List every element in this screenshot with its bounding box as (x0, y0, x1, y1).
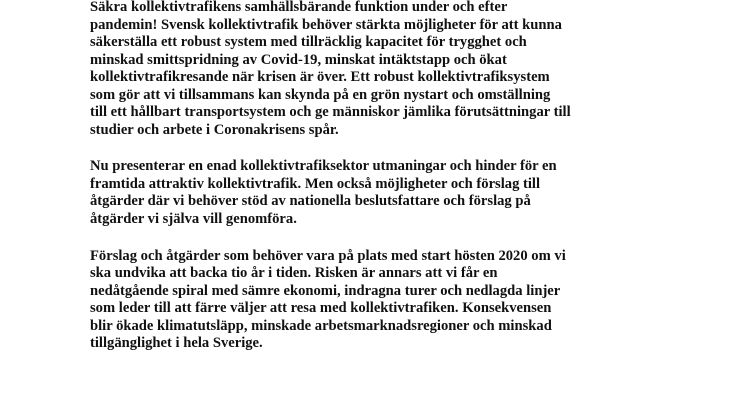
proposals-paragraph: Förslag och åtgärder som behöver vara på plats med start hösten 2020 om vi ska undvika att backa tio år i tiden. Risken är annars att vi får en nedåtgående spiral med sämre ekonomi, indragna turer och nedlagda linjer som leder till att färre väljer att resa med kollektivtrafiken. Konsekvensen blir ökade klimatutsläpp, minskade arbetsmarknadsregioner och minskad tillgänglighet i hela Sverige. (90, 247, 566, 352)
sector-paragraph: Nu presenterar en enad kollektivtrafiksektor utmaningar och hinder för en framtida attraktiv kollektivtrafik. Men också möjligheter och förslag till åtgärder där vi behöver stöd av nationella beslutsfattare och förslag på åtgärder vi själva vill genomföra. (90, 158, 557, 228)
document-page (90, 0, 690, 419)
intro-paragraph: Säkra kollektivtrafikens samhällsbärande funktion under och efter pandemin! Svensk kollektivtrafik behöver stärkta möjligheter för att kunna säkerställa ett robust system med tillräcklig kapacitet för trygghet och minskad smittspridning av Covid-19, minskat intäktstapp och ökat kollektivtrafikresande när krisen är över. Ett robust kollektivtrafiksystem som gör att vi tillsammans kan skynda på en grön nystart och omställning till ett hållbart transportsystem och ge människor jämlika förutsättningar till studier och arbete i Coronakrisens spår. (90, 0, 571, 138)
